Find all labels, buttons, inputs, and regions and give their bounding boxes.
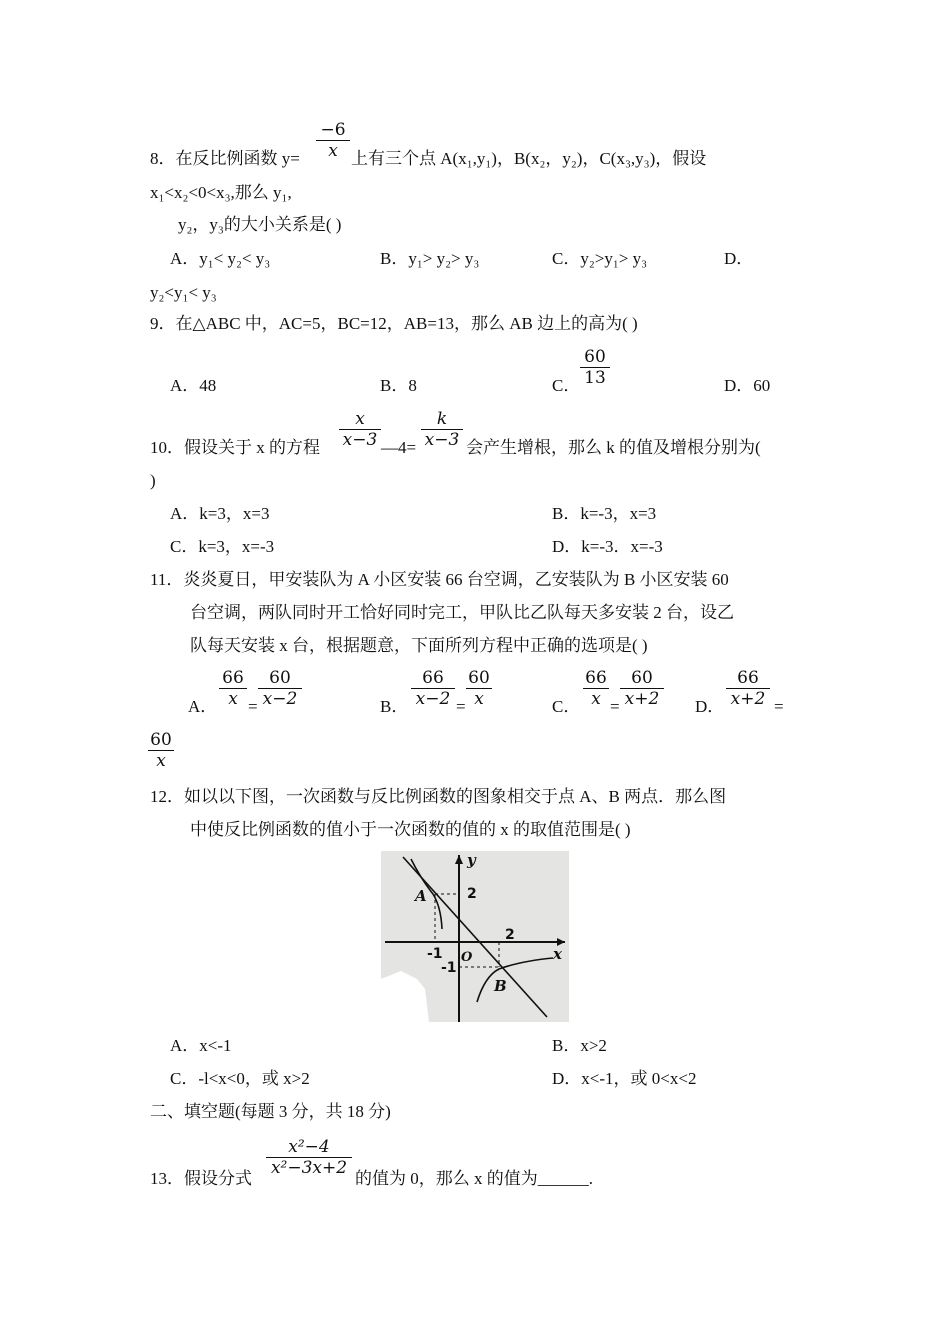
q11-option-c-fraction-1-numerator: 66 [583, 668, 609, 689]
q11-option-d-fraction-2[interactable] [148, 730, 174, 771]
q12-option-d[interactable]: D．x<-1，或 0<x<2 [552, 1069, 697, 1088]
q8-stem-line2: x₁<x₂<0<x₃,那么 y₁, [150, 183, 292, 202]
q10-stem-middle: —4= [381, 438, 417, 457]
q12-graph-label-b: B [494, 977, 507, 995]
q12-option-a[interactable]: A．x<-1 [170, 1036, 232, 1055]
q11-option-b-label[interactable]: B． [380, 697, 409, 716]
q12-option-c[interactable]: C．-l<x<0，或 x>2 [170, 1069, 310, 1088]
q11-option-c-fraction-2-denominator: x+2 [624, 689, 660, 709]
q11-option-b-fraction-1[interactable] [411, 668, 455, 709]
q10-option-c[interactable]: C．k=3，x=-3 [170, 537, 275, 556]
q11-option-b-fraction-1-numerator: 66 [411, 668, 455, 689]
q8-stem-line3: y₂，y₃的大小关系是( ) [178, 215, 342, 234]
q10-fraction-2 [421, 409, 463, 450]
q8-fraction-numerator: −6 [316, 120, 350, 141]
q11-option-b-fraction-1-denominator: x−2 [415, 689, 451, 709]
q12-graph-label-x: x [553, 945, 562, 963]
q9-option-d[interactable]: D．60 [724, 376, 771, 395]
q8-option-a[interactable]: A．y₁< y₂< y₃ [170, 249, 271, 268]
q11-option-b-equals: = [456, 697, 466, 716]
q11-option-a-fraction-1-denominator: x [228, 689, 238, 709]
q8-stem-prefix: 8．在反比例函数 y= [150, 149, 300, 168]
q8-stem-suffix: 上有三个点 A(x₁,y₁)，B(x₂，y₂)，C(x₃,y₃)，假设 [351, 149, 707, 168]
q9-option-a[interactable]: A．48 [170, 376, 217, 395]
q11-option-c-fraction-2-numerator: 60 [620, 668, 664, 689]
q10-option-a[interactable]: A．k=3，x=3 [170, 504, 270, 523]
q11-option-d-fraction-1[interactable] [726, 668, 770, 709]
q11-stem-line1: 11．炎炎夏日，甲安装队为 A 小区安装 66 台空调，乙安装队为 B 小区安装 60 [150, 570, 729, 589]
q12-graph-tick-2-y: 2 [467, 886, 477, 902]
q8-option-d-label[interactable]: D． [724, 249, 754, 268]
q9-option-b[interactable]: B．8 [380, 376, 417, 395]
q8-fraction [316, 120, 350, 161]
q10-stem-line2: ) [150, 471, 156, 490]
q8-option-d-text[interactable]: y₂<y₁< y₃ [150, 283, 217, 302]
q13-fraction [266, 1137, 352, 1178]
q11-option-c-label[interactable]: C． [552, 697, 581, 716]
q10-stem-prefix: 10．假设关于 x 的方程 [150, 438, 320, 457]
q11-option-a-fraction-1-numerator: 66 [219, 668, 247, 689]
q8-option-c[interactable]: C．y₂>y₁> y₃ [552, 249, 648, 268]
q11-option-c-equals: = [610, 697, 620, 716]
q11-option-d-label[interactable]: D． [695, 697, 725, 716]
q11-option-a-fraction-2-denominator: x−2 [262, 689, 298, 709]
q11-option-a-fraction-2-numerator: 60 [258, 668, 302, 689]
section-2-title: 二、填空题(每题 3 分，共 18 分) [150, 1102, 391, 1121]
q13-fraction-denominator: x²−3x+2 [270, 1158, 348, 1178]
q11-option-c-fraction-1[interactable] [583, 668, 609, 709]
q10-fraction-1 [339, 409, 381, 450]
q11-option-d-fraction-1-numerator: 66 [726, 668, 770, 689]
q12-graph-svg [381, 851, 569, 1022]
q12-graph-tick-2-x: 2 [505, 927, 515, 943]
q11-option-d-fraction-2-denominator: x [156, 751, 166, 771]
q10-fraction-1-numerator: x [339, 409, 381, 430]
q9-option-c-label[interactable]: C． [552, 376, 581, 395]
q8-fraction-denominator: x [328, 141, 338, 161]
q11-stem-line2: 台空调，两队同时开工恰好同时完工，甲队比乙队每天多安装 2 台，设乙 [190, 603, 734, 622]
q11-option-c-fraction-2[interactable] [620, 668, 664, 709]
q12-stem-line2: 中使反比例函数的值小于一次函数的值的 x 的取值范围是( ) [190, 820, 631, 839]
q11-option-d-fraction-2-numerator: 60 [148, 730, 174, 751]
q12-graph-label-y: y [467, 851, 476, 869]
q12-graph-label-a: A [415, 887, 427, 905]
q10-option-d[interactable]: D．k=-3．x=-3 [552, 537, 663, 556]
q12-graph [381, 851, 569, 1022]
q9-option-c-fraction[interactable] [580, 347, 610, 388]
q10-fraction-2-denominator: x−3 [424, 430, 460, 450]
q11-option-a-fraction-1[interactable] [219, 668, 247, 709]
q12-graph-torn-corner [381, 971, 429, 1022]
q11-option-d-fraction-1-denominator: x+2 [730, 689, 766, 709]
q12-stem-line1: 12．如以以下图，一次函数与反比例函数的图象相交于点 A、B 两点．那么图 [150, 787, 727, 806]
q8-option-b[interactable]: B．y₁> y₂> y₃ [380, 249, 480, 268]
q12-graph-y-arrow-icon [455, 855, 463, 864]
q13-stem-suffix[interactable]: 的值为 0，那么 x 的值为______. [355, 1169, 593, 1188]
q12-graph-label-origin: O [461, 950, 473, 965]
q11-option-b-fraction-2-denominator: x [474, 689, 484, 709]
q12-option-b[interactable]: B．x>2 [552, 1036, 607, 1055]
q9-option-c-numerator: 60 [580, 347, 610, 368]
q12-graph-tick-neg1-y: -1 [441, 960, 457, 976]
q13-fraction-numerator: x²−4 [266, 1137, 352, 1158]
q11-option-b-fraction-2[interactable] [466, 668, 492, 709]
q11-stem-line3: 队每天安装 x 台，根据题意，下面所列方程中正确的选项是( ) [190, 636, 648, 655]
q10-stem-suffix: 会产生增根，那么 k 的值及增根分别为( [466, 438, 761, 457]
q12-graph-hyperbola-branch-2 [477, 958, 553, 1002]
q11-option-a-equals: = [248, 697, 258, 716]
q11-option-a-fraction-2[interactable] [258, 668, 302, 709]
q10-fraction-1-denominator: x−3 [342, 430, 378, 450]
q10-option-b[interactable]: B．k=-3，x=3 [552, 504, 657, 523]
q11-option-b-fraction-2-numerator: 60 [466, 668, 492, 689]
q9-stem: 9．在△ABC 中，AC=5，BC=12，AB=13，那么 AB 边上的高为( ) [150, 314, 638, 333]
q13-stem-prefix: 13．假设分式 [150, 1169, 252, 1188]
q11-option-c-fraction-1-denominator: x [591, 689, 601, 709]
q10-fraction-2-numerator: k [421, 409, 463, 430]
q11-option-a-label[interactable]: A． [188, 697, 218, 716]
q11-option-d-equals: = [774, 697, 784, 716]
q9-option-c-denominator: 13 [584, 368, 606, 388]
q12-graph-tick-neg1-x: -1 [427, 946, 443, 962]
